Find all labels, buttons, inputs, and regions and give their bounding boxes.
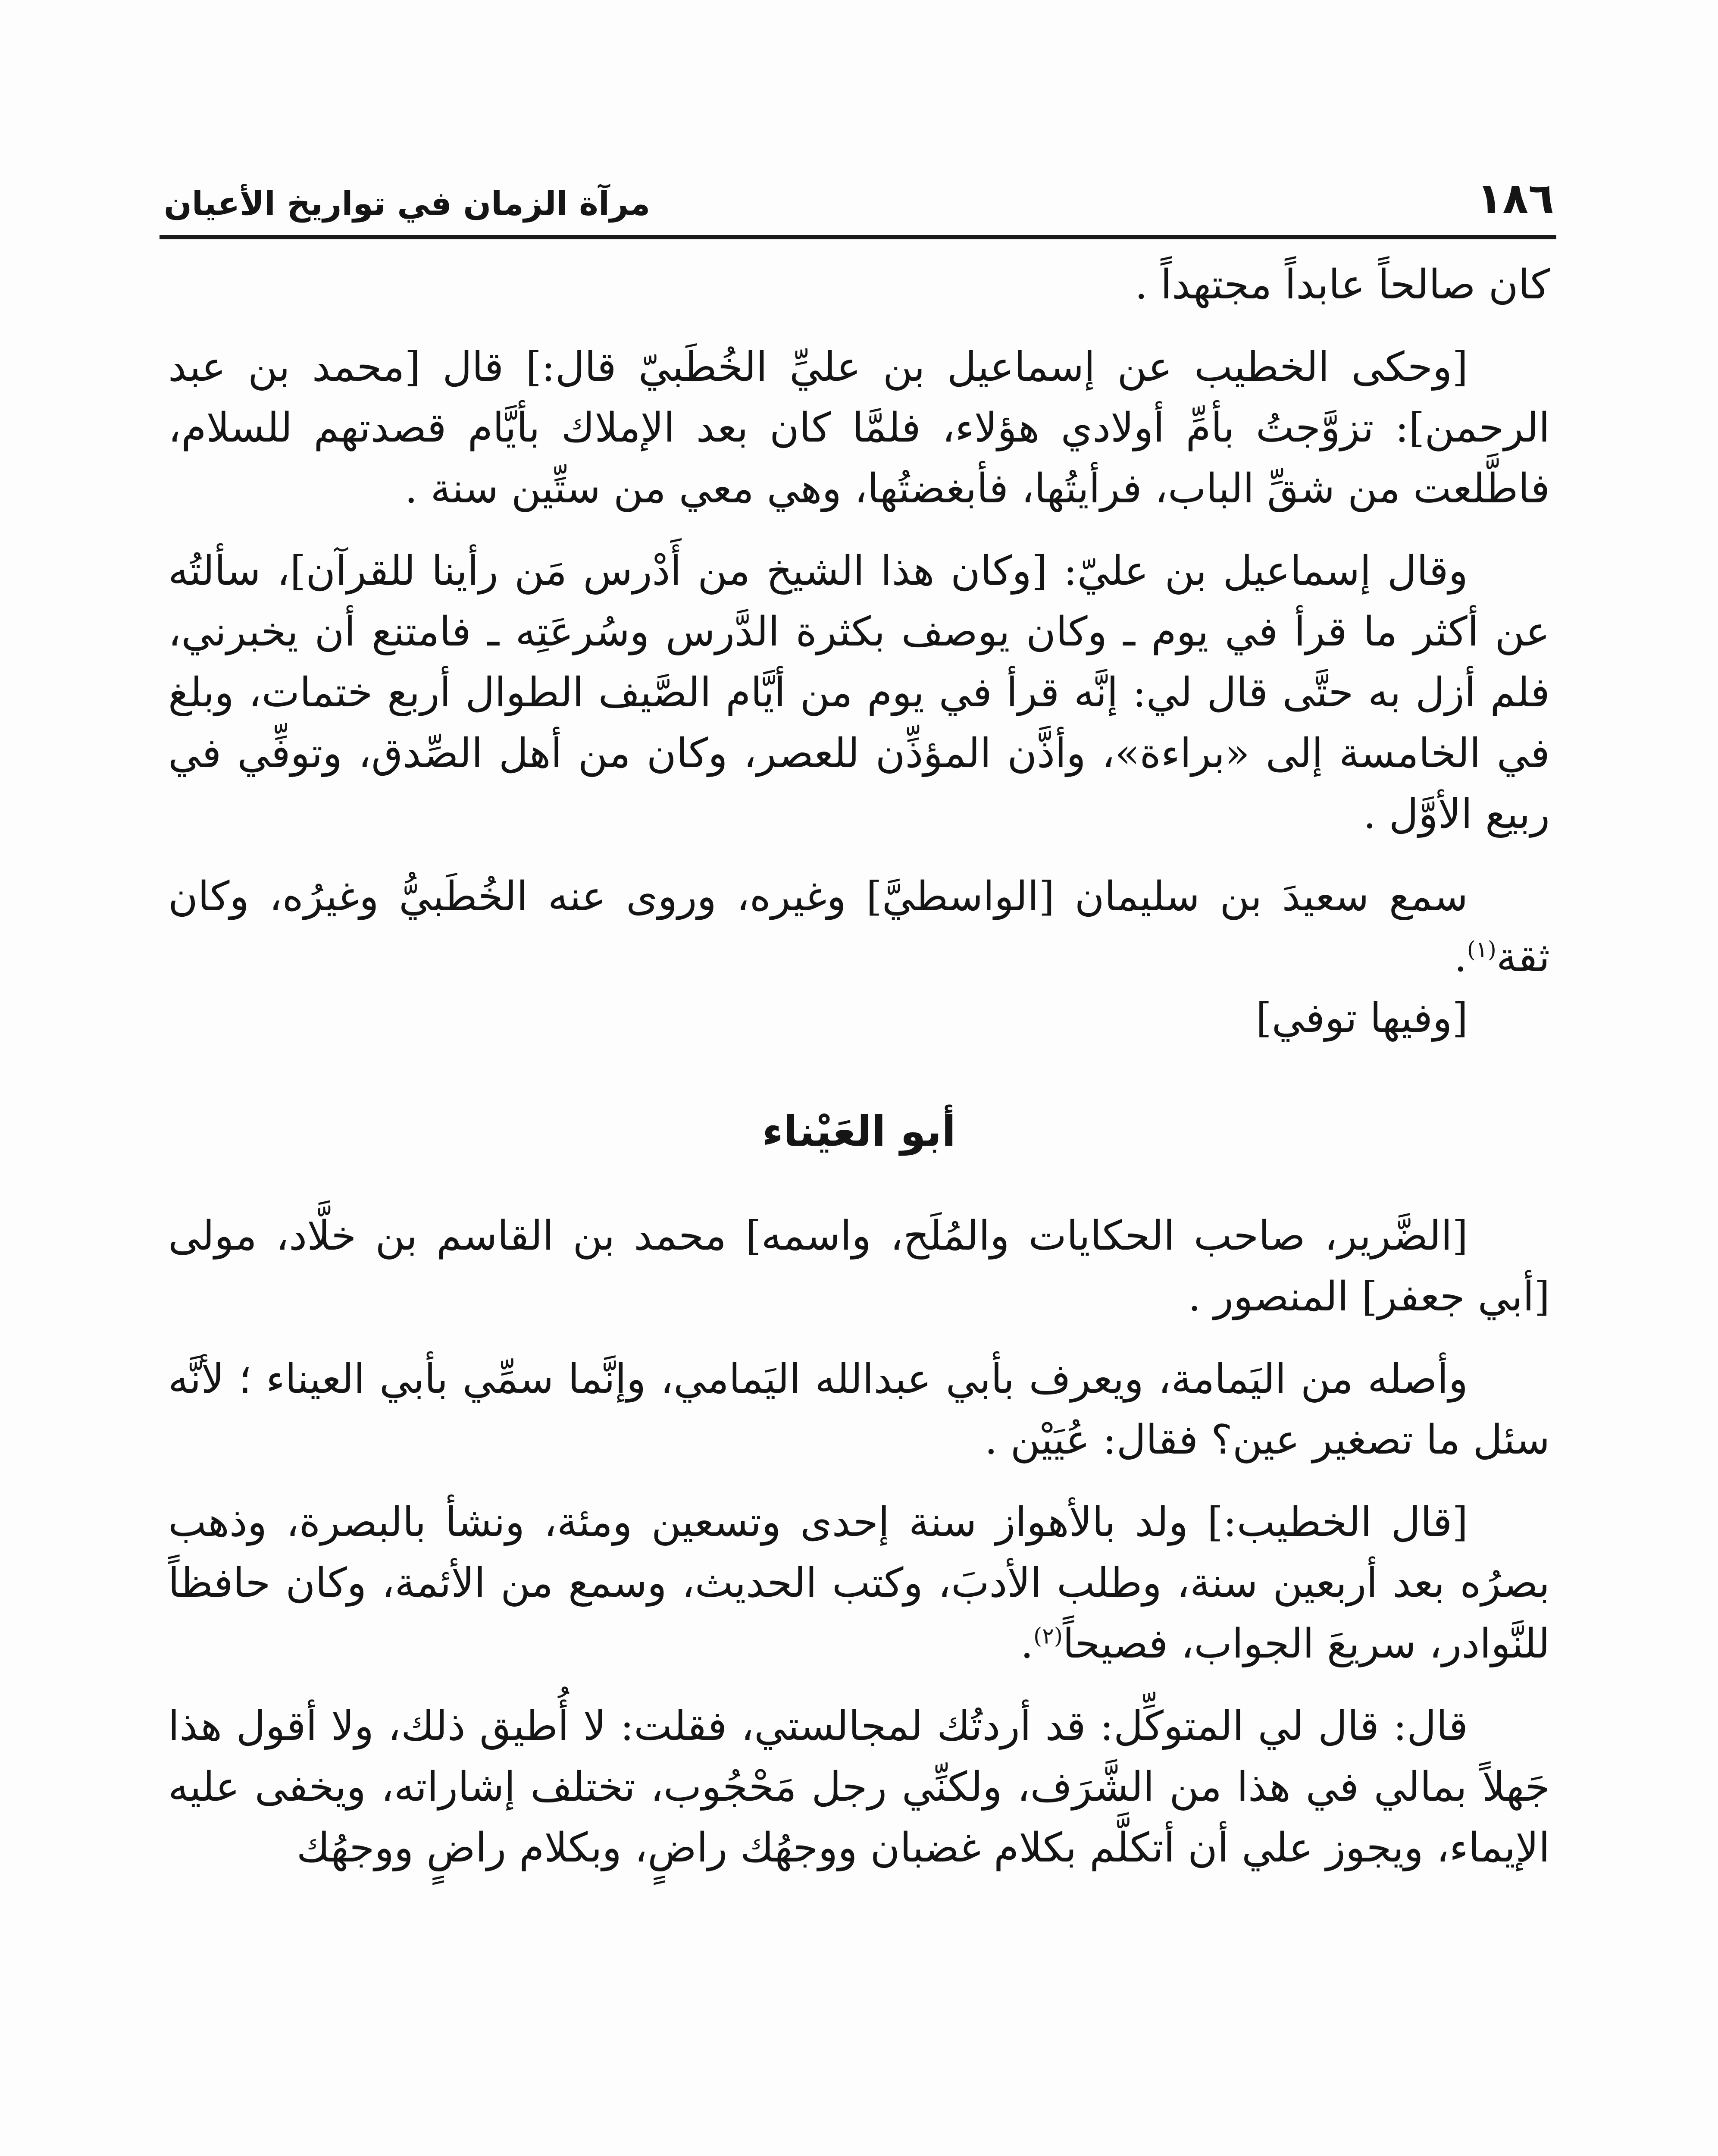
paragraph-2: [وحكى الخطيب عن إسماعيل بن عليِّ الخُطَبيّ قال:] قال [محمد بن عبد الرحمن]: تزوَّجتُ بأمِّ أولادي هؤلاء، فلمَّا كان بعد الإملاك بأيَّام قصدتهم للسلام، فاطَّلعت من شقِّ الباب، فرأيتُها، فأبغضتُها، وهي معي من ستِّين سنة . [168,344,1550,512]
paragraph-6: [الضَّرير، صاحب الحكايات والمُلَح، واسمه] محمد بن القاسم بن خلَّاد، مولى [أبي جعفر] المنصور . [168,1213,1550,1320]
book-title: مرآة الزمان في تواريخ الأعيان [164,184,651,222]
footnote-ref-1[interactable]: (١) [1467,937,1496,963]
section-heading: أبو العَيْناء [762,1107,956,1156]
paragraph-8-text: [قال الخطيب:] ولد بالأهواز سنة إحدى وتسعين ومئة، ونشأ بالبصرة، وذهب بصرُه بعد أربعين سنة، وطلب الأدبَ، وكتب الحديث، وسمع من الأئمة، وكان حافظاً للنَّوادر، سريعَ الجواب، فصيحاً [168,1499,1550,1667]
header-divider [160,235,1556,239]
page-number: ١٨٦ [1477,174,1554,223]
paragraph-8 [168,1492,1550,1674]
paragraph-4-end: . [1454,934,1467,981]
paragraph-8-end: . [1020,1620,1033,1667]
paragraph-5: [وفيها توفي] [1256,995,1468,1042]
footnote-ref-2[interactable]: (٢) [1033,1623,1063,1649]
paragraph-9: قال: قال لي المتوكِّل: قد أردتُك لمجالستي، فقلت: لا أُطيق ذلك، ولا أقول هذا جَهلاً بمالي في هذا من الشَّرَف، ولكنِّي رجل مَحْجُوب، تختلف إشاراته، ويخفى عليه الإيماء، ويجوز علي أن أتكلَّم بكلام غضبان ووجهُك راضٍ، وبكلام راضٍ ووجهُك [168,1703,1550,1871]
paragraph-4 [168,866,1550,988]
paragraph-4-text: سمع سعيدَ بن سليمان [الواسطيَّ] وغيره، وروى عنه الخُطَبيُّ وغيرُه، وكان ثقة [168,873,1550,981]
paragraph-3: وقال إسماعيل بن عليّ: [وكان هذا الشيخ من أَدْرس مَن رأينا للقرآن]، سألتُه عن أكثر ما قرأ في يوم ـ وكان يوصف بكثرة الدَّرس وسُرعَتِه ـ فامتنع أن يخبرني، فلم أزل به حتَّى قال لي: إنَّه قرأ في يوم من أيَّام الصَّيف الطوال أربع ختمات، وبلغ في الخامسة إلى «براءة»، وأذَّن المؤذِّن للعصر، وكان من أهل الصِّدق، وتوفِّي في ربيع الأوَّل . [168,548,1550,838]
paragraph-7: وأصله من اليَمامة، ويعرف بأبي عبدالله اليَمامي، وإنَّما سمِّي بأبي العيناء ؛ لأنَّه سئل ما تصغير عين؟ فقال: عُيَيْن . [168,1356,1550,1463]
page-header [164,155,1554,223]
paragraph-1: كان صالحاً عابداً مجتهداً . [1135,261,1550,308]
main-text [168,254,1550,1900]
